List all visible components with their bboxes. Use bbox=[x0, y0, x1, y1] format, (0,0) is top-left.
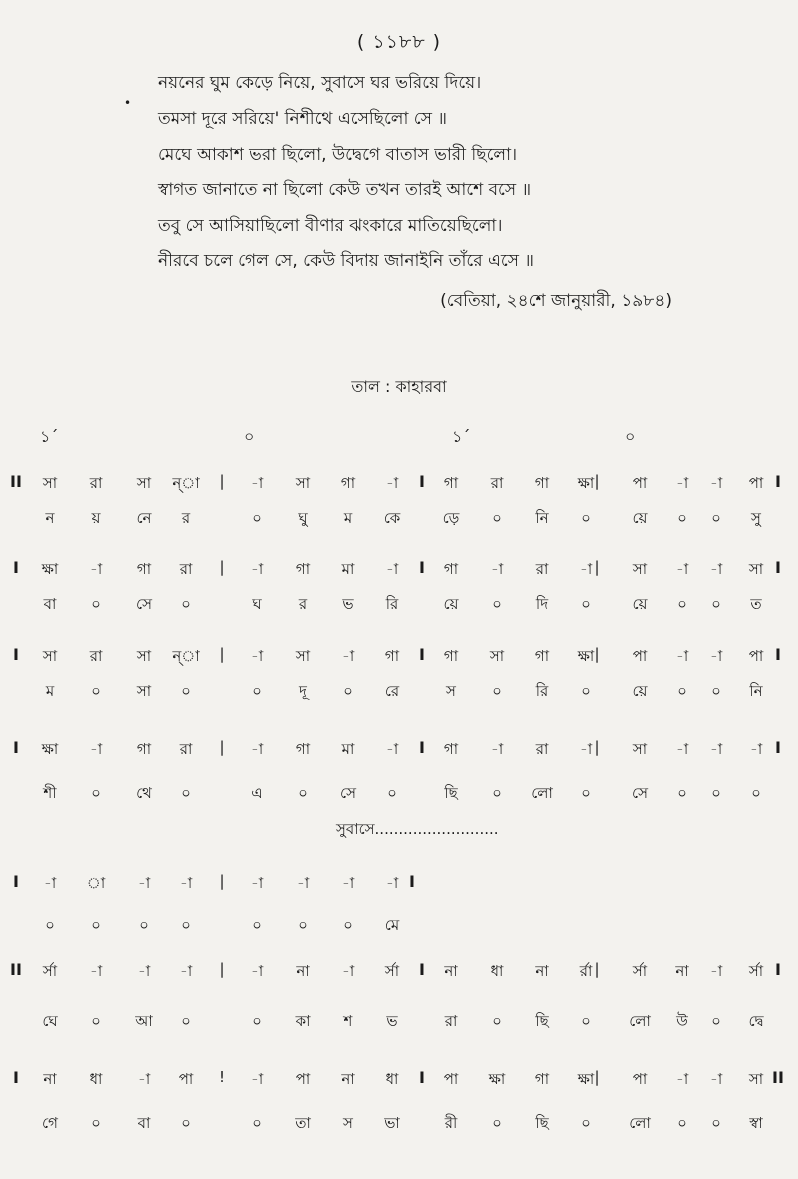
swara-note: গা bbox=[443, 474, 459, 492]
lyric-syllable: লো bbox=[531, 784, 553, 802]
lyric-syllable: ০ bbox=[581, 595, 591, 613]
swara-note: সা bbox=[748, 560, 764, 578]
bar-line: ! bbox=[218, 1068, 226, 1086]
swara-note: ধা bbox=[490, 962, 504, 980]
lyric-syllable: ভ bbox=[342, 595, 354, 613]
poem-line: তবু সে আসিয়াছিলো বীণার ঝংকারে মাতিয়েছিলো। bbox=[158, 216, 503, 236]
lyric-syllable: সে bbox=[340, 784, 356, 802]
lyric-syllable: ০ bbox=[252, 509, 262, 527]
poem-line: নয়নের ঘুম কেড়ে নিয়ে, সুবাসে ঘর ভরিয়ে দিয়ে। bbox=[158, 73, 482, 93]
lyric-syllable: ০ bbox=[677, 784, 687, 802]
lyric-syllable: তা bbox=[295, 1114, 311, 1132]
lyric-syllable: ০ bbox=[492, 1012, 502, 1030]
swara-note: -া bbox=[709, 560, 723, 578]
lyric-syllable: ০ bbox=[252, 916, 262, 934]
swara-note: ক্ষা bbox=[577, 474, 595, 492]
lyric-syllable: শ bbox=[343, 1012, 353, 1030]
swara-note: ক্ষা bbox=[488, 1070, 506, 1088]
swara-note: গা bbox=[534, 647, 550, 665]
lyric-syllable: য়ে bbox=[632, 595, 648, 613]
lyric-syllable: র bbox=[298, 595, 308, 613]
lyric-syllable: ০ bbox=[298, 784, 308, 802]
swara-note: -া bbox=[675, 740, 689, 758]
swara-note: -া bbox=[490, 740, 504, 758]
beat-mark-3: ১´ bbox=[452, 427, 471, 446]
bar-line: | bbox=[219, 960, 225, 978]
swara-note: মা bbox=[341, 740, 355, 758]
lyric-syllable: ০ bbox=[343, 682, 353, 700]
lyric-syllable: কা bbox=[295, 1012, 311, 1030]
swara-note: গা bbox=[136, 740, 152, 758]
lyric-syllable: ০ bbox=[581, 1114, 591, 1132]
swara-note: রা bbox=[535, 740, 549, 758]
swara-note: -া bbox=[709, 647, 723, 665]
lyric-syllable: ০ bbox=[711, 1012, 721, 1030]
swara-note: গা bbox=[443, 647, 459, 665]
swara-note: সা bbox=[295, 474, 311, 492]
bar-line: II bbox=[10, 960, 22, 979]
lyric-syllable: ০ bbox=[677, 509, 687, 527]
bullet-mark: • bbox=[124, 96, 132, 110]
lyric-syllable: ০ bbox=[677, 682, 687, 700]
lyric-syllable: স্বা bbox=[749, 1114, 763, 1132]
lyric-syllable: ০ bbox=[581, 1012, 591, 1030]
bar-line: I bbox=[419, 558, 425, 577]
swara-note: গা bbox=[534, 474, 550, 492]
swara-note: পা bbox=[748, 647, 764, 665]
swara-note: মা bbox=[341, 560, 355, 578]
lyric-syllable: নি bbox=[749, 682, 763, 700]
lyric-syllable: ০ bbox=[581, 509, 591, 527]
swara-note: র্সা bbox=[42, 962, 58, 980]
swara-note: পা bbox=[443, 1070, 459, 1088]
lyric-syllable: ছি bbox=[535, 1114, 549, 1132]
lyric-syllable: ০ bbox=[751, 784, 761, 802]
swara-note: -া bbox=[675, 1070, 689, 1088]
swara-note: -া bbox=[675, 647, 689, 665]
swara-note: না bbox=[675, 962, 689, 980]
swara-note: গা bbox=[340, 474, 356, 492]
lyric-syllable: ০ bbox=[252, 682, 262, 700]
swara-note: -া bbox=[675, 560, 689, 578]
lyric-syllable: রা bbox=[444, 1012, 458, 1030]
bar-line: I bbox=[775, 472, 781, 491]
lyric-syllable: রে bbox=[384, 682, 400, 700]
lyric-syllable: সে bbox=[136, 595, 152, 613]
swara-note: -া bbox=[579, 740, 593, 758]
bar-line: I bbox=[13, 558, 19, 577]
swara-note: -া bbox=[137, 874, 151, 892]
swara-note: সা bbox=[748, 1070, 764, 1088]
swara-note: -া bbox=[341, 962, 355, 980]
lyric-syllable: ০ bbox=[581, 682, 591, 700]
bar-line: I bbox=[13, 872, 19, 891]
bar-line: | bbox=[594, 960, 600, 978]
bar-line: I bbox=[775, 960, 781, 979]
swara-note: পা bbox=[178, 1070, 194, 1088]
lyric-syllable: ০ bbox=[492, 595, 502, 613]
swara-note: -া bbox=[579, 560, 593, 578]
lyric-syllable: ০ bbox=[181, 916, 191, 934]
lyric-syllable: কে bbox=[383, 509, 401, 527]
swara-note: ক্ষা bbox=[41, 740, 59, 758]
swara-note: -া bbox=[749, 740, 763, 758]
bar-line: | bbox=[594, 1068, 600, 1086]
bar-line: | bbox=[219, 645, 225, 663]
lyric-syllable: ০ bbox=[139, 916, 149, 934]
bar-line: I bbox=[419, 738, 425, 757]
bar-line: II bbox=[10, 472, 22, 491]
swara-note: রা bbox=[89, 474, 103, 492]
swara-note: -া bbox=[137, 1070, 151, 1088]
bar-line: | bbox=[219, 738, 225, 756]
lyric-syllable: য়ে bbox=[443, 595, 459, 613]
swara-note: না bbox=[296, 962, 310, 980]
beat-mark-4: ০ bbox=[625, 427, 636, 446]
swara-note: -া bbox=[709, 1070, 723, 1088]
bar-line: | bbox=[219, 558, 225, 576]
lyric-syllable: দূ bbox=[299, 682, 307, 700]
swara-note: সা bbox=[136, 647, 152, 665]
swara-note: গা bbox=[443, 560, 459, 578]
lyric-syllable: ছি bbox=[535, 1012, 549, 1030]
swara-note: -া bbox=[709, 962, 723, 980]
lyric-syllable: র bbox=[181, 509, 191, 527]
swara-note: না bbox=[535, 962, 549, 980]
swara-note: সা bbox=[42, 474, 58, 492]
swara-note: না bbox=[444, 962, 458, 980]
bar-line: I bbox=[13, 738, 19, 757]
lyric-syllable: য়ে bbox=[632, 682, 648, 700]
swara-note: সা bbox=[136, 474, 152, 492]
lyric-syllable: ঘু bbox=[298, 509, 308, 527]
lyric-syllable: নে bbox=[136, 509, 152, 527]
tala-label: তাল : কাহারবা bbox=[351, 377, 447, 396]
swara-note: া bbox=[86, 874, 106, 892]
lyric-syllable: নি bbox=[535, 509, 549, 527]
lyric-syllable: ০ bbox=[91, 682, 101, 700]
lyric-syllable: ০ bbox=[91, 916, 101, 934]
swara-note: পা bbox=[632, 647, 648, 665]
swara-note: -া bbox=[341, 647, 355, 665]
beat-mark-2: ০ bbox=[244, 427, 255, 446]
lyric-syllable: ০ bbox=[252, 1114, 262, 1132]
swara-note: সা bbox=[42, 647, 58, 665]
lyric-syllable: ম bbox=[45, 682, 55, 700]
lyric-syllable: উ bbox=[676, 1012, 688, 1030]
swara-note: সা bbox=[295, 647, 311, 665]
bar-line: | bbox=[594, 645, 600, 663]
swara-note: -া bbox=[179, 962, 193, 980]
swara-note: -া bbox=[179, 874, 193, 892]
swara-note: ন্‌া bbox=[172, 647, 200, 665]
swara-note: রা bbox=[535, 560, 549, 578]
swara-note: সা bbox=[632, 560, 648, 578]
swara-note: গা bbox=[443, 740, 459, 758]
swara-note: -া bbox=[43, 874, 57, 892]
lyric-syllable: শী bbox=[43, 784, 57, 802]
lyric-syllable: ০ bbox=[492, 682, 502, 700]
swara-note: রা bbox=[490, 474, 504, 492]
lyric-syllable: ০ bbox=[181, 682, 191, 700]
swara-note: -া bbox=[385, 740, 399, 758]
poem-line: তমসা দূরে সরিয়ে' নিশীথে এসেছিলো সে ॥ bbox=[158, 109, 447, 129]
swara-note: র্সা bbox=[632, 962, 648, 980]
lyric-syllable: ০ bbox=[581, 784, 591, 802]
swara-note: -া bbox=[709, 740, 723, 758]
swara-note: রা bbox=[179, 740, 193, 758]
lyric-syllable: ঘে bbox=[42, 1012, 58, 1030]
lyric-syllable: ০ bbox=[181, 784, 191, 802]
lyric-syllable: ০ bbox=[91, 595, 101, 613]
lyric-syllable: ড়ে bbox=[442, 509, 460, 527]
bar-line: I bbox=[419, 1068, 425, 1087]
swara-note: ক্ষা bbox=[577, 647, 595, 665]
lyric-syllable: রি bbox=[535, 682, 549, 700]
swara-note: র্রা bbox=[579, 962, 593, 980]
bar-line: I bbox=[13, 1068, 19, 1087]
swara-note: -া bbox=[250, 474, 264, 492]
lyric-syllable: মে bbox=[384, 916, 400, 934]
bar-line: I bbox=[13, 645, 19, 664]
lyric-syllable: দ্বে bbox=[748, 1012, 764, 1030]
lyric-syllable: ন bbox=[45, 509, 55, 527]
swara-note: -া bbox=[250, 740, 264, 758]
lyric-syllable: য় bbox=[91, 509, 101, 527]
swara-note: -া bbox=[709, 474, 723, 492]
swara-note: ধা bbox=[385, 1070, 399, 1088]
bar-line: I bbox=[419, 645, 425, 664]
bar-line: | bbox=[594, 558, 600, 576]
swara-note: ধা bbox=[89, 1070, 103, 1088]
page-number: ( ১১৮৮ ) bbox=[356, 31, 442, 53]
swara-note: সা bbox=[489, 647, 505, 665]
lyric-syllable: রি bbox=[385, 595, 399, 613]
bar-line: II bbox=[772, 1068, 784, 1087]
lyric-syllable: বা bbox=[43, 595, 57, 613]
swara-note: -া bbox=[250, 874, 264, 892]
swara-note: পা bbox=[295, 1070, 311, 1088]
lyric-syllable: এ bbox=[251, 784, 263, 802]
bar-line: | bbox=[219, 472, 225, 490]
lyric-syllable: ঘ bbox=[252, 595, 262, 613]
swara-note: -া bbox=[675, 474, 689, 492]
poem-line: স্বাগত জানাতে না ছিলো কেউ তখন তারই আশে বসে ॥ bbox=[158, 180, 532, 200]
swara-note: পা bbox=[632, 1070, 648, 1088]
lyric-syllable: ০ bbox=[343, 916, 353, 934]
lyric-syllable: ০ bbox=[91, 1114, 101, 1132]
lyric-syllable: ০ bbox=[677, 595, 687, 613]
lyric-syllable: ০ bbox=[45, 916, 55, 934]
lyric-syllable: বা bbox=[137, 1114, 151, 1132]
lyric-syllable: লো bbox=[629, 1012, 651, 1030]
swara-note: সা bbox=[632, 740, 648, 758]
lyric-syllable: ০ bbox=[252, 1012, 262, 1030]
lyric-syllable: ত bbox=[750, 595, 762, 613]
lyric-syllable: স bbox=[343, 1114, 353, 1132]
lyric-syllable: থে bbox=[136, 784, 152, 802]
swara-note: -া bbox=[250, 962, 264, 980]
swara-note: না bbox=[341, 1070, 355, 1088]
lyric-syllable: সা bbox=[136, 682, 152, 700]
poem-line: মেঘে আকাশ ভরা ছিলো, উদ্বেগে বাতাস ভারী ছিলো। bbox=[158, 145, 518, 165]
lyric-syllable: দি bbox=[535, 595, 549, 613]
lyric-syllable: সে bbox=[632, 784, 648, 802]
swara-note: -া bbox=[385, 474, 399, 492]
swara-note: -া bbox=[250, 647, 264, 665]
lyric-syllable: ০ bbox=[181, 595, 191, 613]
lyric-syllable: আ bbox=[135, 1012, 153, 1030]
swara-note: পা bbox=[632, 474, 648, 492]
poem-line: নীরবে চলে গেল সে, কেউ বিদায় জানাইনি তাঁরে এসে ॥ bbox=[158, 251, 534, 271]
lyric-syllable: ০ bbox=[492, 784, 502, 802]
lyric-syllable: লো bbox=[629, 1114, 651, 1132]
swara-note: না bbox=[43, 1070, 57, 1088]
lyric-syllable: স bbox=[446, 682, 456, 700]
swara-note: -া bbox=[89, 962, 103, 980]
lyric-syllable: ০ bbox=[91, 1012, 101, 1030]
bar-line: | bbox=[594, 738, 600, 756]
poem-dateline: (বেতিয়া, ২৪শে জানুয়ারী, ১৯৮৪) bbox=[440, 291, 672, 311]
swara-note: ক্ষা bbox=[41, 560, 59, 578]
beat-mark-1: ১´ bbox=[40, 427, 59, 446]
lyric-syllable: ০ bbox=[711, 595, 721, 613]
lyric-syllable: ০ bbox=[492, 509, 502, 527]
lyric-syllable: য়ে bbox=[632, 509, 648, 527]
swara-note: -া bbox=[250, 1070, 264, 1088]
lyric-syllable: ম bbox=[343, 509, 353, 527]
lyric-syllable: গে bbox=[42, 1114, 58, 1132]
swara-note: ন্‌া bbox=[172, 474, 200, 492]
bar-line: I bbox=[775, 558, 781, 577]
swara-note: -া bbox=[250, 560, 264, 578]
swara-note: পা bbox=[748, 474, 764, 492]
lyric-syllable: ০ bbox=[492, 1114, 502, 1132]
swara-note: ক্ষা bbox=[577, 1070, 595, 1088]
swara-note: রা bbox=[179, 560, 193, 578]
swara-note: -া bbox=[341, 874, 355, 892]
lyric-syllable: ০ bbox=[711, 509, 721, 527]
bar-line: | bbox=[219, 872, 225, 890]
lyric-syllable: ০ bbox=[298, 916, 308, 934]
swara-note: রা bbox=[89, 647, 103, 665]
bar-line: I bbox=[419, 472, 425, 491]
bar-line: I bbox=[419, 960, 425, 979]
swara-note: গা bbox=[295, 740, 311, 758]
swara-note: -া bbox=[89, 740, 103, 758]
swara-note: র্সা bbox=[384, 962, 400, 980]
lyric-syllable: ভা bbox=[384, 1114, 400, 1132]
lyric-syllable: ০ bbox=[711, 784, 721, 802]
swara-note: -া bbox=[490, 560, 504, 578]
lyric-syllable: ০ bbox=[387, 784, 397, 802]
swara-note: -া bbox=[89, 560, 103, 578]
lyric-syllable: ০ bbox=[91, 784, 101, 802]
lyric-syllable: ০ bbox=[181, 1114, 191, 1132]
swara-note: গা bbox=[384, 647, 400, 665]
interlude-label: সুবাসে.......................... bbox=[336, 820, 499, 838]
lyric-syllable: ছি bbox=[444, 784, 458, 802]
swara-note: গা bbox=[136, 560, 152, 578]
swara-note: গা bbox=[295, 560, 311, 578]
bar-line: I bbox=[409, 872, 415, 891]
swara-note: -া bbox=[296, 874, 310, 892]
lyric-syllable: ভ bbox=[386, 1012, 398, 1030]
swara-note: -া bbox=[385, 560, 399, 578]
lyric-syllable: ০ bbox=[677, 1114, 687, 1132]
swara-note: গা bbox=[534, 1070, 550, 1088]
lyric-syllable: ০ bbox=[711, 1114, 721, 1132]
swara-note: -া bbox=[385, 874, 399, 892]
swara-note: -া bbox=[137, 962, 151, 980]
swara-note: র্সা bbox=[748, 962, 764, 980]
bar-line: I bbox=[775, 738, 781, 757]
bar-line: | bbox=[594, 472, 600, 490]
lyric-syllable: সু bbox=[751, 509, 761, 527]
lyric-syllable: রী bbox=[444, 1114, 458, 1132]
lyric-syllable: ০ bbox=[711, 682, 721, 700]
lyric-syllable: ০ bbox=[181, 1012, 191, 1030]
bar-line: I bbox=[775, 645, 781, 664]
